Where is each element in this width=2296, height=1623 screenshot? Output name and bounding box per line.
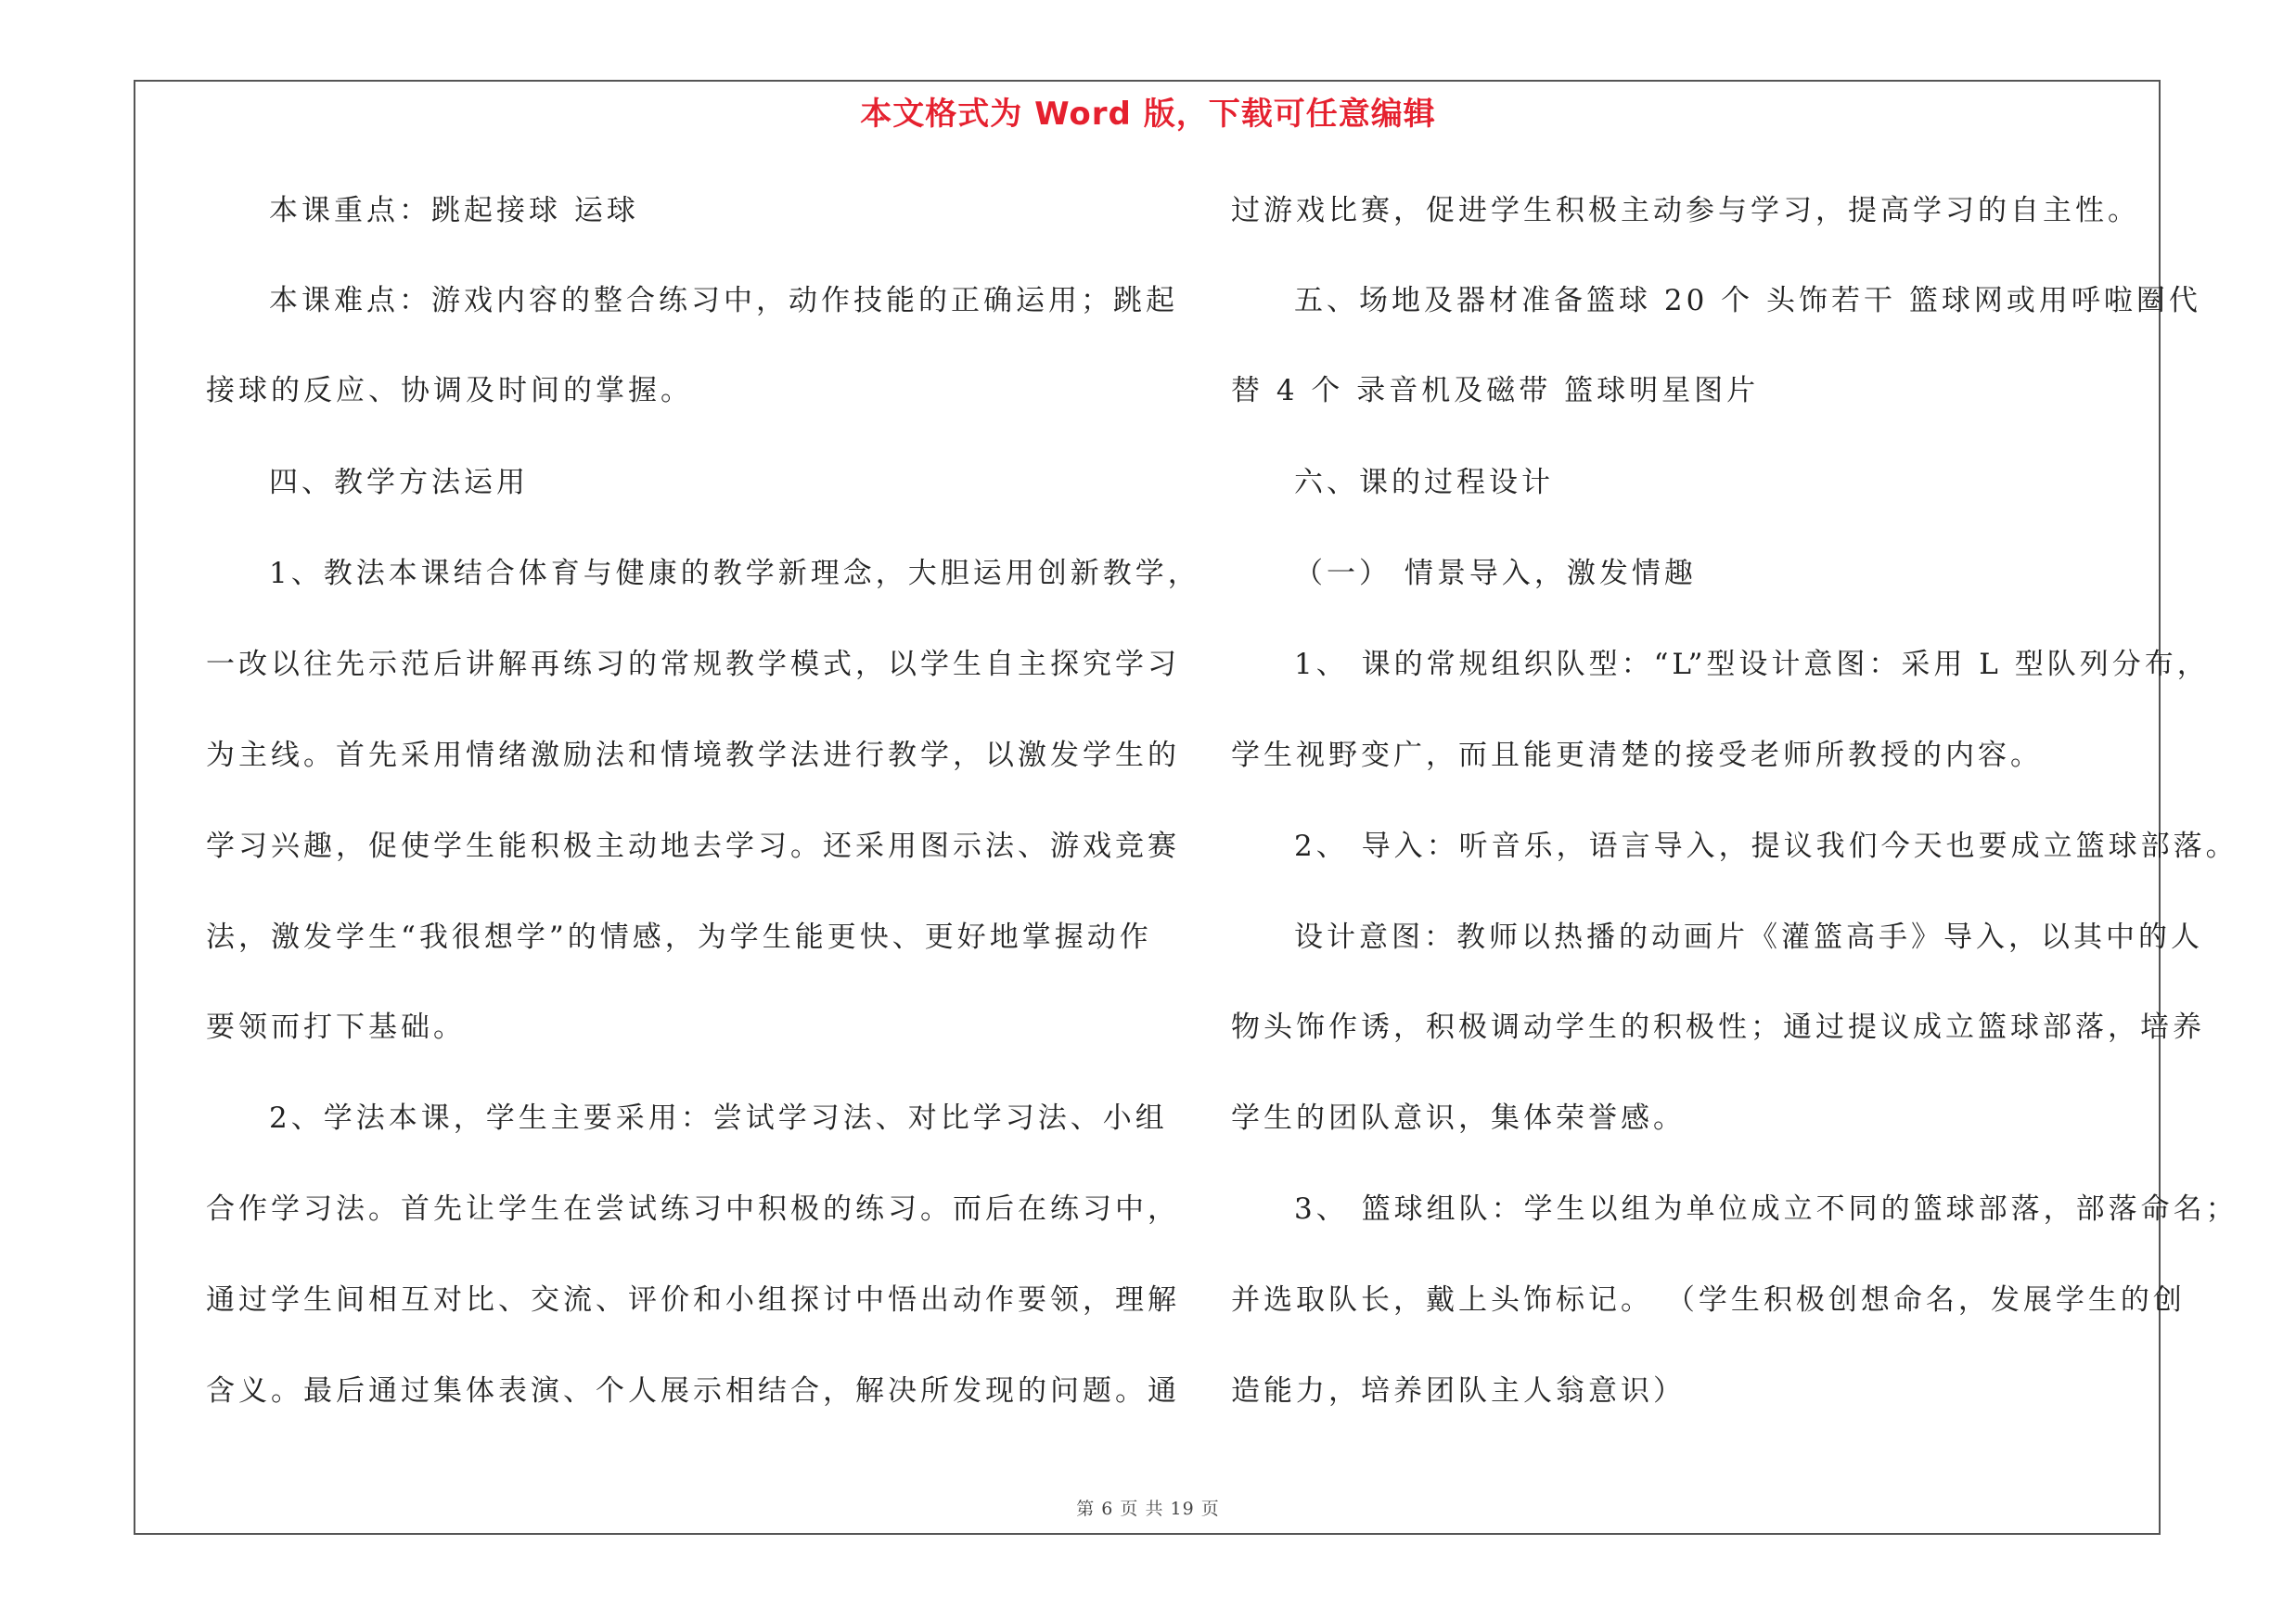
section-heading: 五、场地及器材准备篮球 20 个 头饰若干 篮球网或用呼啦圈代 — [1294, 284, 2201, 317]
format-banner: 本文格式为 Word 版，下载可任意编辑 — [860, 96, 1436, 133]
text-line: 1、 课的常规组织队型：“L”型设计意图：采用 L 型队列分布， — [1294, 648, 2210, 681]
text-line: 含义。最后通过集体表演、个人展示相结合，解决所发现的问题。通 — [206, 1374, 1180, 1408]
text-line: 为主线。首先采用情绪激励法和情境教学法进行教学，以激发学生的 — [206, 739, 1180, 772]
text-line: 替 4 个 录音机及磁带 篮球明星图片 — [1231, 374, 1760, 407]
page-number-footer: 第 6 页 共 19 页 — [1076, 1499, 1220, 1519]
section-heading: 六、课的过程设计 — [1294, 466, 1554, 499]
text-line: 学生视野变广，而且能更清楚的接受老师所教授的内容。 — [1231, 739, 2043, 772]
text-line: 2、 导入：听音乐，语言导入，提议我们今天也要成立篮球部落。 — [1294, 830, 2238, 863]
text-line: 本课重点：跳起接球 运球 — [269, 194, 639, 227]
text-line: 通过学生间相互对比、交流、评价和小组探讨中悟出动作要领，理解 — [206, 1283, 1180, 1317]
text-line: 学生的团队意识，集体荣誉感。 — [1231, 1101, 1686, 1135]
section-heading: 四、教学方法运用 — [269, 466, 529, 499]
text-line: 本课难点：游戏内容的整合练习中，动作技能的正确运用；跳起 — [269, 284, 1178, 317]
text-line: 设计意图：教师以热播的动画片《灌篮高手》导入，以其中的人 — [1294, 921, 2203, 954]
text-line: 要领而打下基础。 — [206, 1011, 466, 1044]
text-line: 学习兴趣，促使学生能积极主动地去学习。还采用图示法、游戏竞赛 — [206, 830, 1180, 863]
text-line: 接球的反应、协调及时间的掌握。 — [206, 374, 693, 407]
text-line: 法，激发学生“我很想学”的情感，为学生能更快、更好地掌握动作 — [206, 921, 1152, 954]
text-line: 1、教法本课结合体育与健康的教学新理念，大胆运用创新教学， — [269, 557, 1200, 590]
text-line: 2、学法本课，学生主要采用：尝试学习法、对比学习法、小组 — [269, 1101, 1168, 1135]
text-line: 物头饰作诱，积极调动学生的积极性；通过提议成立篮球部落，培养 — [1231, 1011, 2205, 1044]
text-line: 并选取队长，戴上头饰标记。 （学生积极创想命名，发展学生的创 — [1231, 1283, 2186, 1317]
text-line: 造能力，培养团队主人翁意识） — [1231, 1374, 1686, 1408]
text-line: 一改以往先示范后讲解再练习的常规教学模式，以学生自主探究学习 — [206, 648, 1180, 681]
text-line: 过游戏比赛，促进学生积极主动参与学习，提高学习的自主性。 — [1231, 194, 2140, 227]
text-line: 合作学习法。首先让学生在尝试练习中积极的练习。而后在练习中， — [206, 1192, 1180, 1226]
subsection-heading: （一） 情景导入，激发情趣 — [1294, 557, 1697, 590]
text-line: 3、 篮球组队：学生以组为单位成立不同的篮球部落，部落命名； — [1294, 1192, 2238, 1226]
